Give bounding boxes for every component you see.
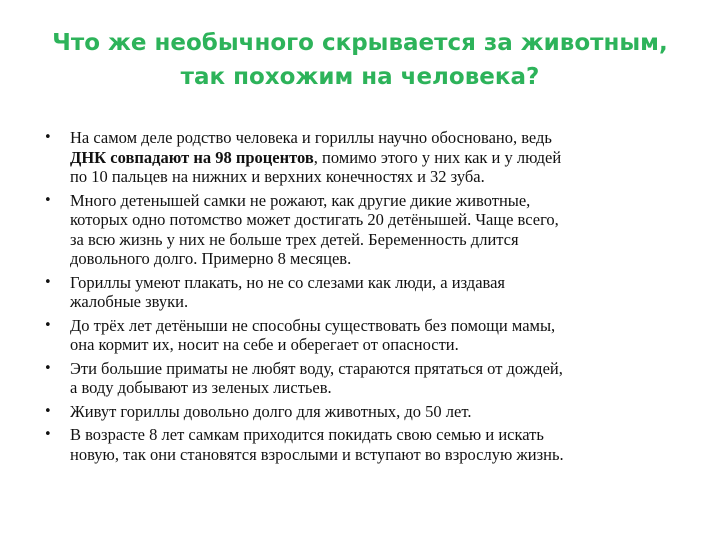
bullet-list: [44, 128, 684, 468]
bullet-text-line: Много детенышей самки не рожают, как другие дикие животные,: [70, 190, 531, 210]
slide-title-line: Что же необычного скрывается за животным,: [52, 30, 668, 56]
bullet-item: [44, 316, 684, 355]
bullet-item: [44, 425, 684, 464]
bullet-item: [44, 191, 684, 269]
bullet-item: [44, 128, 684, 187]
bullet-text-line: До трёх лет детёныши не способны существовать без помощи мамы,: [70, 315, 556, 335]
bullet-text-line: На самом деле родство человека и гориллы научно обосновано, ведь: [70, 128, 552, 147]
bullet-text-line: она кормит их, носит на себе и оберегает от опасности.: [70, 335, 459, 354]
bullet-text-line: довольного долго. Примерно 8 месяцев.: [70, 249, 352, 268]
bullet-icon: •: [44, 192, 52, 208]
bullet-icon: •: [44, 403, 52, 419]
bullet-text-line: по 10 пальцев на нижних и верхних конечностях и 32 зуба.: [70, 167, 485, 186]
bullet-text-fragment: , помимо этого у них как и у людей: [313, 147, 562, 167]
bullet-text-line: В возрасте 8 лет самкам приходится покидать свою семью и искать: [70, 425, 544, 444]
bullet-item: [44, 359, 684, 398]
bullet-icon: •: [44, 427, 52, 442]
bullet-icon: •: [44, 317, 52, 333]
bullet-item: [44, 273, 684, 312]
bullet-icon: •: [44, 130, 52, 145]
bullet-text-line: новую, так они становятся взрослыми и вступают во взрослую жизнь.: [70, 444, 564, 464]
bullet-emphasis: ДНК совпадают на 98 процентов: [70, 147, 314, 167]
bullet-text-line: Эти большие приматы не любят воду, стараются прятаться от дождей,: [70, 358, 563, 378]
bullet-icon: •: [44, 360, 52, 376]
bullet-text-line: [70, 148, 684, 168]
bullet-text-line: жалобные звуки.: [70, 292, 189, 311]
bullet-text-line: Живут гориллы довольно долго для животных, до 50 лет.: [70, 401, 472, 421]
bullet-text-line: за всю жизнь у них не больше трех детей. Беременность длится: [70, 229, 519, 249]
bullet-item: [44, 402, 684, 422]
slide-title-line: так похожим на человека?: [180, 64, 540, 90]
bullet-text-line: которых одно потомство может достигать 20 детёнышей. Чаще всего,: [70, 210, 559, 229]
bullet-text-line: а воду добывают из зеленых листьев.: [70, 378, 332, 397]
slide-title: [36, 26, 684, 94]
bullet-text-line: Гориллы умеют плакать, но не со слезами как люди, а издавая: [70, 272, 506, 292]
bullet-icon: •: [44, 274, 52, 290]
